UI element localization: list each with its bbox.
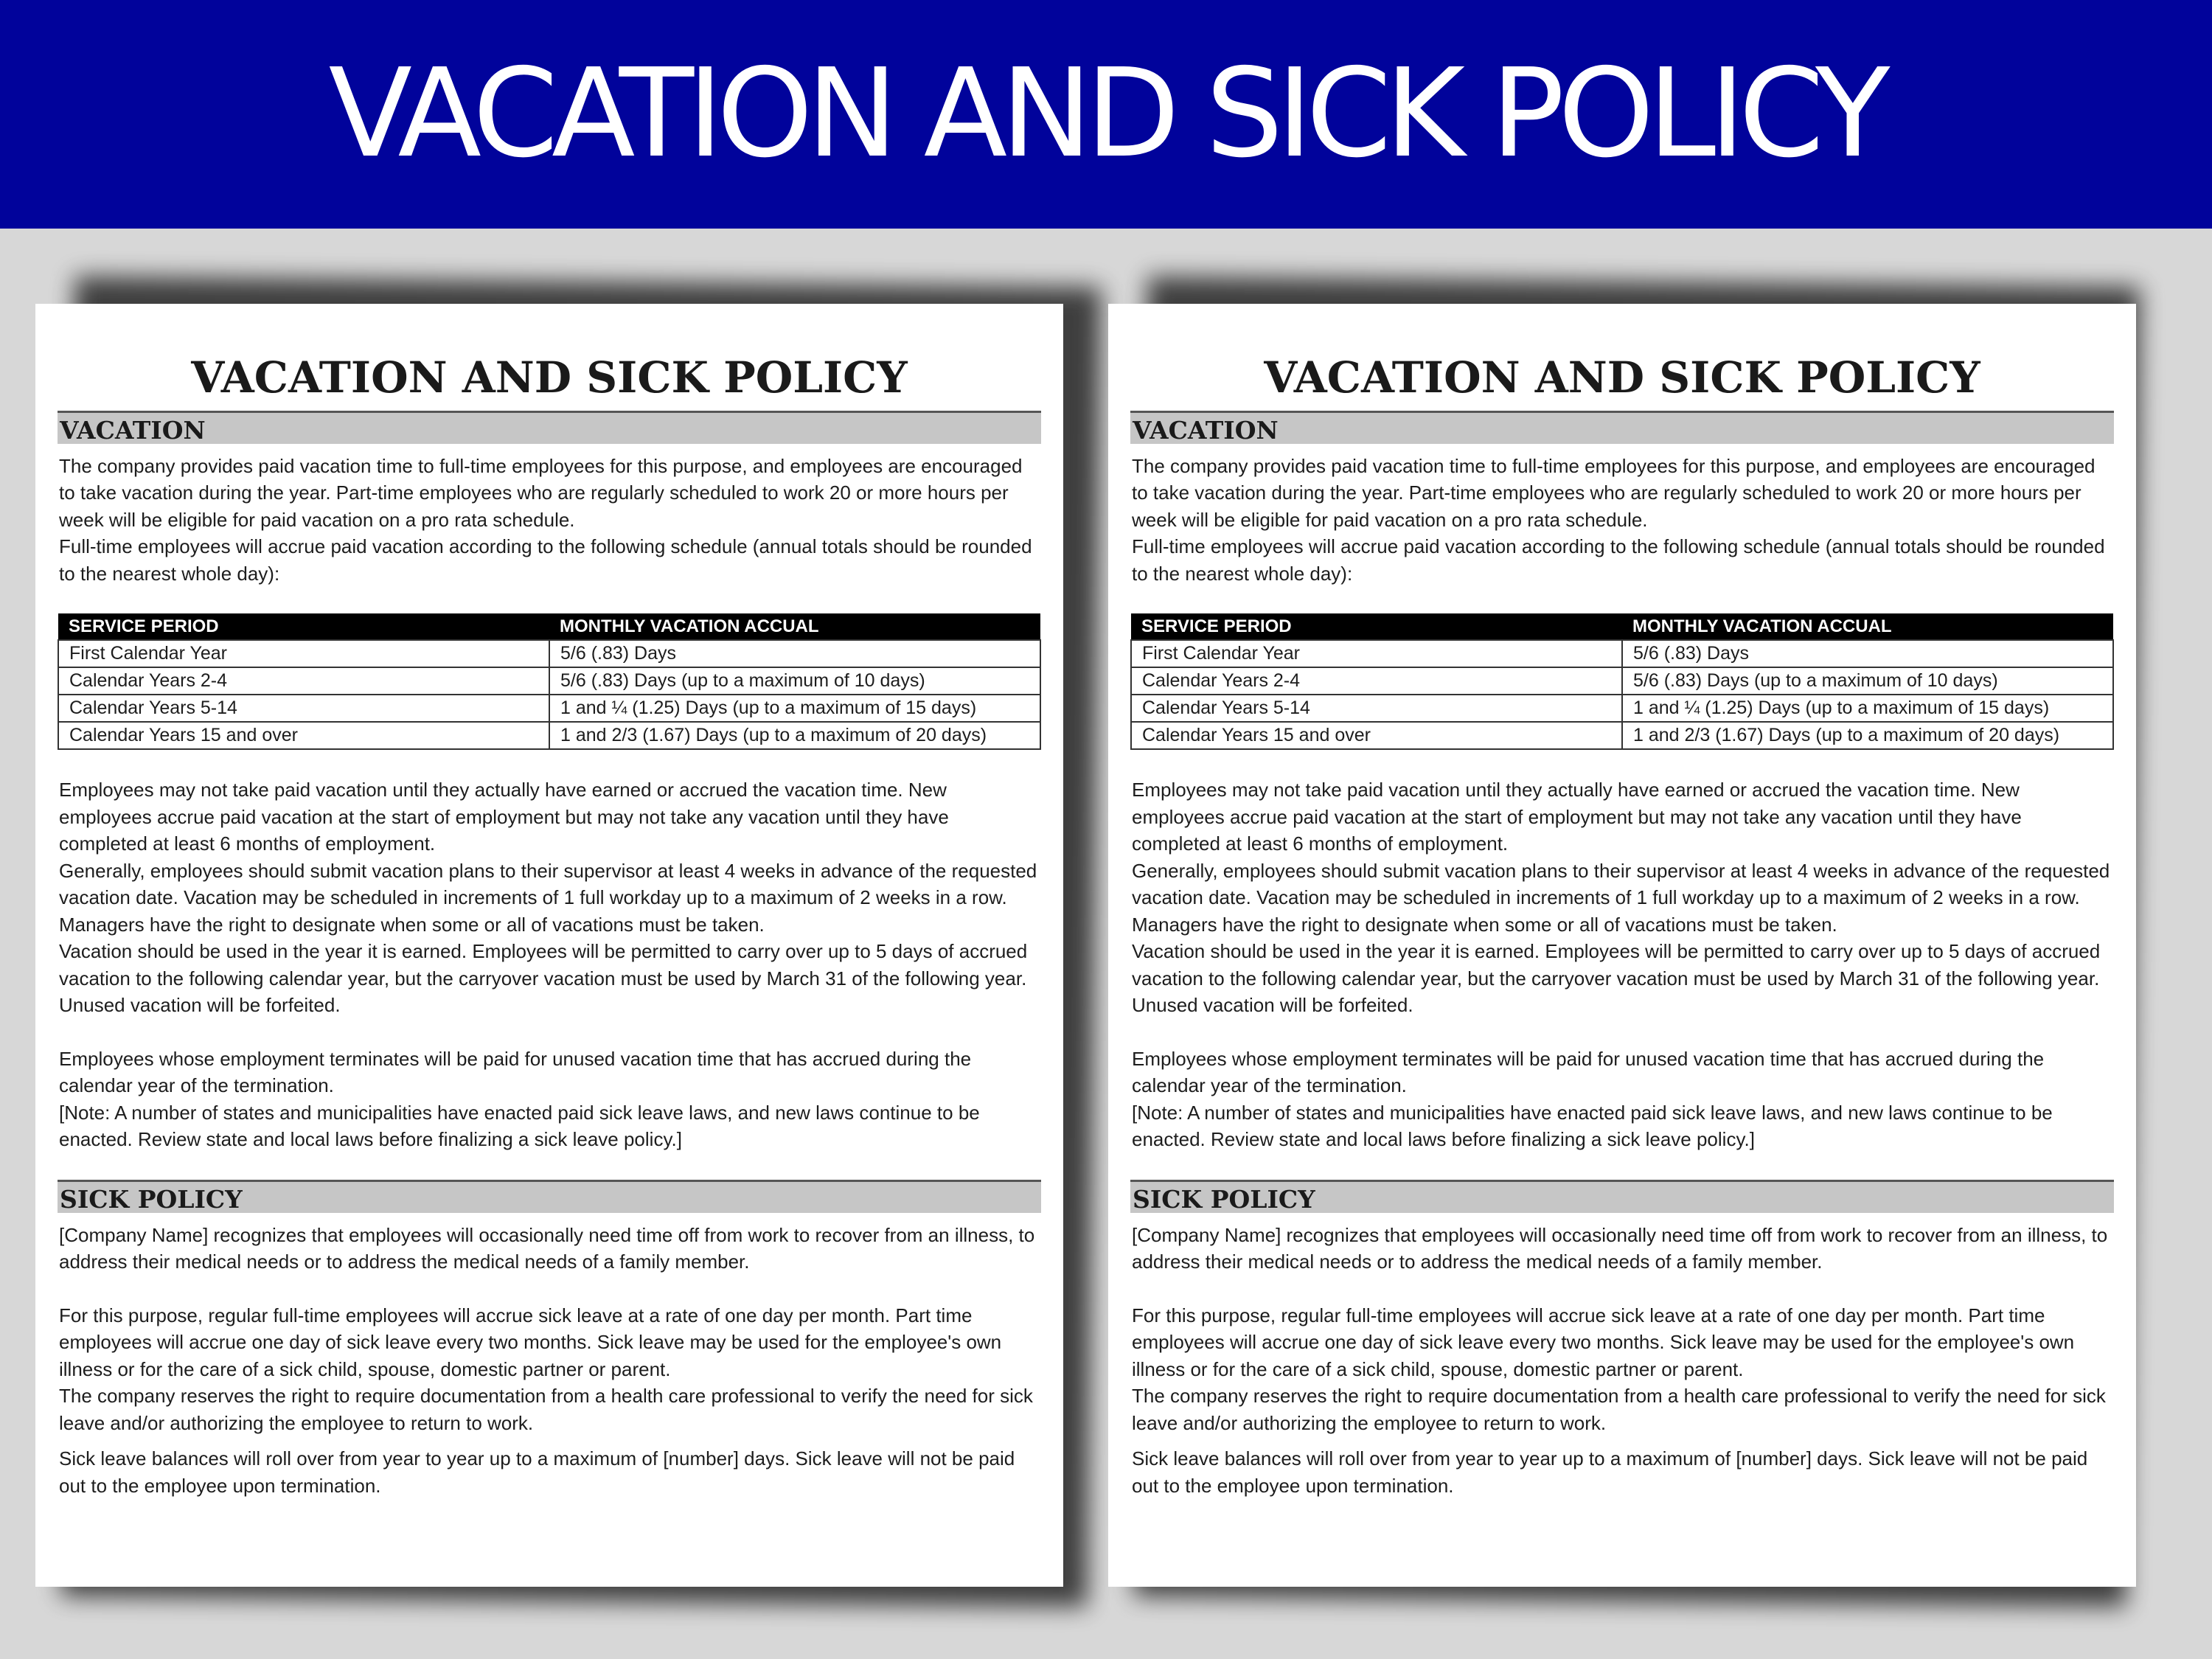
vacation-section-heading: VACATION — [58, 411, 1041, 444]
column-header-monthly-accrual: MONTHLY VACATION ACCUAL — [549, 613, 1040, 640]
vacation-intro-paragraph: The company provides paid vacation time to full-time employees for this purpose, and employees are encouraged to take vacation during the year. Part-time employees who are regularly scheduled to work 20 or more hours per week will be eligible for paid vacation on a pro rata schedule. — [1132, 454, 2096, 531]
vacation-carryover-paragraph: Vacation should be used in the year it is earned. Employees will be permitted to carry over up to 5 days of accrued vacation to the following calendar year, but the carryover vacation must be used by March 31 of the following year. Unused vacation will be forfeited. — [1132, 940, 2101, 1017]
table-row — [1131, 667, 2113, 695]
table-row — [1131, 640, 2113, 667]
banner-title: VACATION AND SICK POLICY — [328, 43, 1884, 185]
vacation-intro-paragraph: The company provides paid vacation time to full-time employees for this purpose, and employees are encouraged to take vacation during the year. Part-time employees who are regularly scheduled to work 20 or more hours per week will be eligible for paid vacation on a pro rata schedule. — [59, 454, 1023, 531]
table-row — [58, 640, 1040, 667]
vacation-plans-paragraph: Generally, employees should submit vacation plans to their supervisor at least 4 weeks in advance of the requested vacation date. Vacation may be scheduled in increments of 1 full workday up to a maximum of 2 weeks in a row. Managers have the right to designate when some or all of vacations must be taken. — [59, 859, 1037, 936]
note-paragraph: [Note: A number of states and municipalities have enacted paid sick leave laws, and new laws continue to be enacted. Review state and local laws before finalizing a sick leave policy.] — [59, 1101, 980, 1151]
vacation-schedule-paragraph: Full-time employees will accrue paid vacation according to the following schedule (annual totals should be rounded to the nearest whole day): — [1132, 535, 2105, 585]
document-title: VACATION AND SICK POLICY — [191, 352, 908, 403]
table-cell: First Calendar Year — [58, 640, 549, 667]
termination-paragraph: Employees whose employment terminates will be paid for unused vacation time that has accrued during the calendar year of the termination. — [59, 1047, 972, 1097]
vacation-schedule-paragraph: Full-time employees will accrue paid vacation according to the following schedule (annual totals should be rounded to the nearest whole day): — [59, 535, 1032, 585]
sick-intro-paragraph: [Company Name] recognizes that employees will occasionally need time off from work to recover from an illness, to address their medical needs or to address the medical needs of a family member. — [59, 1223, 1035, 1273]
column-header-service-period: SERVICE PERIOD — [58, 613, 549, 640]
sick-rollover-paragraph: Sick leave balances will roll over from year to year up to a maximum of [number] days. Sick leave will not be paid out to the employee upon termination. — [1132, 1447, 2088, 1497]
table-cell: 1 and ¼ (1.25) Days (up to a maximum of 15 days) — [549, 695, 1040, 722]
table-header-row — [58, 613, 1040, 640]
termination-paragraph: Employees whose employment terminates will be paid for unused vacation time that has accrued during the calendar year of the termination. — [1132, 1047, 2045, 1097]
sick-documentation-paragraph: The company reserves the right to require documentation from a health care professional to verify the need for sick leave and/or authorizing the employee to return to work. — [59, 1385, 1033, 1434]
table-cell: Calendar Years 2-4 — [1131, 667, 1622, 695]
table-cell: First Calendar Year — [1131, 640, 1622, 667]
table-header-row — [1131, 613, 2113, 640]
table-cell: 5/6 (.83) Days — [1622, 640, 2113, 667]
table-cell: Calendar Years 15 and over — [58, 722, 549, 749]
table-cell: 1 and ¼ (1.25) Days (up to a maximum of 15 days) — [1622, 695, 2113, 722]
sick-section-heading: SICK POLICY — [58, 1180, 1041, 1213]
table-cell: Calendar Years 5-14 — [1131, 695, 1622, 722]
note-paragraph: [Note: A number of states and municipalities have enacted paid sick leave laws, and new laws continue to be enacted. Review state and local laws before finalizing a sick leave policy.] — [1132, 1101, 2053, 1151]
vacation-section-heading: VACATION — [1130, 411, 2114, 444]
table-cell: Calendar Years 5-14 — [58, 695, 549, 722]
table-cell: 5/6 (.83) Days — [549, 640, 1040, 667]
vacation-earned-paragraph: Employees may not take paid vacation until they actually have earned or accrued the vacation time. New employees accrue paid vacation at the start of employment but may not take any vacation until they have completed at least 6 months of employment. — [59, 779, 949, 855]
column-header-monthly-accrual: MONTHLY VACATION ACCUAL — [1622, 613, 2113, 640]
table-cell: 5/6 (.83) Days (up to a maximum of 10 days) — [1622, 667, 2113, 695]
table-row — [58, 722, 1040, 749]
table-row — [1131, 695, 2113, 722]
vacation-accrual-table — [58, 613, 1041, 750]
sick-accrual-paragraph: For this purpose, regular full-time employees will accrue sick leave at a rate of one day per month. Part time employees will accrue one day of sick leave every two months. Sick leave may be used for the employee's own illness or for the care of a sick child, spouse, domestic partner or parent. — [59, 1304, 1002, 1380]
table-cell: Calendar Years 15 and over — [1131, 722, 1622, 749]
sick-documentation-paragraph: The company reserves the right to require documentation from a health care professional to verify the need for sick leave and/or authorizing the employee to return to work. — [1132, 1385, 2106, 1434]
column-header-service-period: SERVICE PERIOD — [1131, 613, 1622, 640]
policy-document-left — [35, 304, 1063, 1587]
sick-accrual-paragraph: For this purpose, regular full-time employees will accrue sick leave at a rate of one day per month. Part time employees will accrue one day of sick leave every two months. Sick leave may be used for the employee's own illness or for the care of a sick child, spouse, domestic partner or parent. — [1132, 1304, 2075, 1380]
vacation-carryover-paragraph: Vacation should be used in the year it is earned. Employees will be permitted to carry over up to 5 days of accrued vacation to the following calendar year, but the carryover vacation must be used by March 31 of the following year. Unused vacation will be forfeited. — [59, 940, 1028, 1017]
table-cell: Calendar Years 2-4 — [58, 667, 549, 695]
title-banner — [0, 0, 2212, 229]
policy-document-right — [1108, 304, 2136, 1587]
document-title: VACATION AND SICK POLICY — [1264, 352, 1980, 403]
sick-rollover-paragraph: Sick leave balances will roll over from year to year up to a maximum of [number] days. Sick leave will not be paid out to the employee upon termination. — [59, 1447, 1015, 1497]
sick-section-heading: SICK POLICY — [1130, 1180, 2114, 1213]
vacation-accrual-table — [1130, 613, 2114, 750]
table-row — [58, 695, 1040, 722]
table-cell: 1 and 2/3 (1.67) Days (up to a maximum of 20 days) — [549, 722, 1040, 749]
sick-intro-paragraph: [Company Name] recognizes that employees will occasionally need time off from work to recover from an illness, to address their medical needs or to address the medical needs of a family member. — [1132, 1223, 2108, 1273]
vacation-earned-paragraph: Employees may not take paid vacation until they actually have earned or accrued the vacation time. New employees accrue paid vacation at the start of employment but may not take any vacation until they have completed at least 6 months of employment. — [1132, 779, 2022, 855]
table-cell: 1 and 2/3 (1.67) Days (up to a maximum of 20 days) — [1622, 722, 2113, 749]
table-cell: 5/6 (.83) Days (up to a maximum of 10 days) — [549, 667, 1040, 695]
table-row — [1131, 722, 2113, 749]
vacation-plans-paragraph: Generally, employees should submit vacation plans to their supervisor at least 4 weeks in advance of the requested vacation date. Vacation may be scheduled in increments of 1 full workday up to a maximum of 2 weeks in a row. Managers have the right to designate when some or all of vacations must be taken. — [1132, 859, 2110, 936]
table-row — [58, 667, 1040, 695]
